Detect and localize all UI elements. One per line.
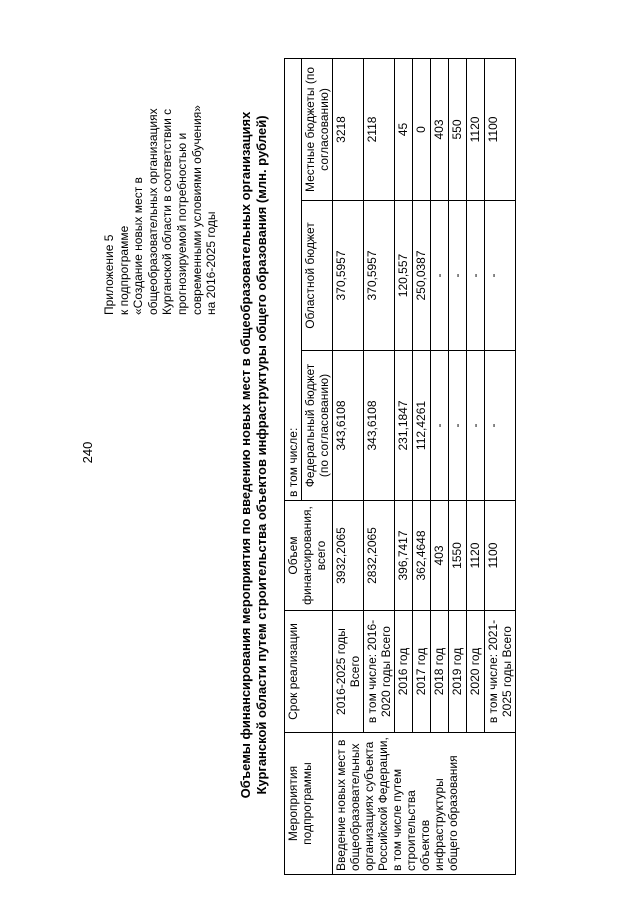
federal-cell: -	[449, 351, 467, 501]
period-cell: 2017 год	[413, 611, 431, 733]
total-cell: 2832,2065	[364, 501, 395, 611]
total-cell: 403	[431, 501, 449, 611]
header-activity: Мероприятия подпрограммы	[285, 733, 333, 875]
federal-cell: 112,4261	[413, 351, 431, 501]
appendix-line: «Создание новых мест в	[131, 177, 146, 315]
header-local: Местные бюджеты (по согласованию)	[302, 58, 333, 200]
document-title	[238, 65, 270, 845]
federal-cell: -	[467, 351, 485, 501]
regional-cell: -	[485, 201, 516, 351]
header-period: Срок реализации	[285, 611, 333, 733]
total-cell: 1550	[449, 501, 467, 611]
local-cell: 2118	[364, 58, 395, 200]
header-federal: Федеральный бюджет (по согласованию)	[302, 351, 333, 501]
regional-cell: 370,5957	[333, 201, 364, 351]
appendix-note	[102, 35, 219, 315]
local-cell: 3218	[333, 58, 364, 200]
header-regional: Областной бюджет	[302, 201, 333, 351]
regional-cell: 370,5957	[364, 201, 395, 351]
appendix-line: современными условиями обучения»	[189, 105, 204, 315]
financing-table	[284, 58, 516, 875]
period-cell: 2019 год	[449, 611, 467, 733]
appendix-line: Приложение 5	[102, 234, 116, 315]
total-cell: 396,7417	[395, 501, 413, 611]
appendix-line: на 2016-2025 годы	[204, 211, 219, 315]
federal-cell: 343,6108	[364, 351, 395, 501]
appendix-line: прогнозируемой потребностью и	[174, 132, 189, 315]
table-row	[333, 58, 364, 874]
period-cell: в том числе: 2016-2020 годы Всего	[364, 611, 395, 733]
period-cell: 2020 год	[467, 611, 485, 733]
total-cell: 3932,2065	[333, 501, 364, 611]
local-cell: 0	[413, 58, 431, 200]
activity-cell: Введение новых мест в общеобразовательных организациях субъекта Российской Федерации, в том числе путем строительства объектов инфраструктуры общего образования	[333, 733, 516, 875]
appendix-line: к подпрограмме	[116, 225, 131, 315]
header-total: Объем финансирования, всего	[285, 501, 333, 611]
local-cell: 1120	[467, 58, 485, 200]
regional-cell: -	[467, 201, 485, 351]
local-cell: 403	[431, 58, 449, 200]
local-cell: 1100	[485, 58, 516, 200]
header-including: в том числе:	[285, 58, 302, 500]
appendix-line: общеобразовательных организациях	[145, 108, 160, 315]
regional-cell: -	[449, 201, 467, 351]
federal-cell: -	[485, 351, 516, 501]
local-cell: 550	[449, 58, 467, 200]
period-cell: 2018 год	[431, 611, 449, 733]
regional-cell: 250,0387	[413, 201, 431, 351]
regional-cell: 120,557	[395, 201, 413, 351]
page-number: 240	[80, 441, 95, 464]
title-line: Курганской области путем строительства объектов инфраструктуры общего образования (млн. рублей)	[254, 115, 269, 795]
period-cell: в том числе: 2021-2025 годы Всего	[485, 611, 516, 733]
title-line: Объемы финансирования мероприятия по введению новых мест в общеобразовательных организациях	[238, 111, 253, 799]
total-cell: 1120	[467, 501, 485, 611]
period-cell: 2016-2025 годы Всего	[333, 611, 364, 733]
header-row	[285, 58, 302, 874]
total-cell: 362,4648	[413, 501, 431, 611]
appendix-line: Курганской области в соответствии с	[160, 108, 175, 315]
regional-cell: -	[431, 201, 449, 351]
period-cell: 2016 год	[395, 611, 413, 733]
federal-cell: -	[431, 351, 449, 501]
local-cell: 45	[395, 58, 413, 200]
total-cell: 1100	[485, 501, 516, 611]
federal-cell: 343,6108	[333, 351, 364, 501]
federal-cell: 231,1847	[395, 351, 413, 501]
